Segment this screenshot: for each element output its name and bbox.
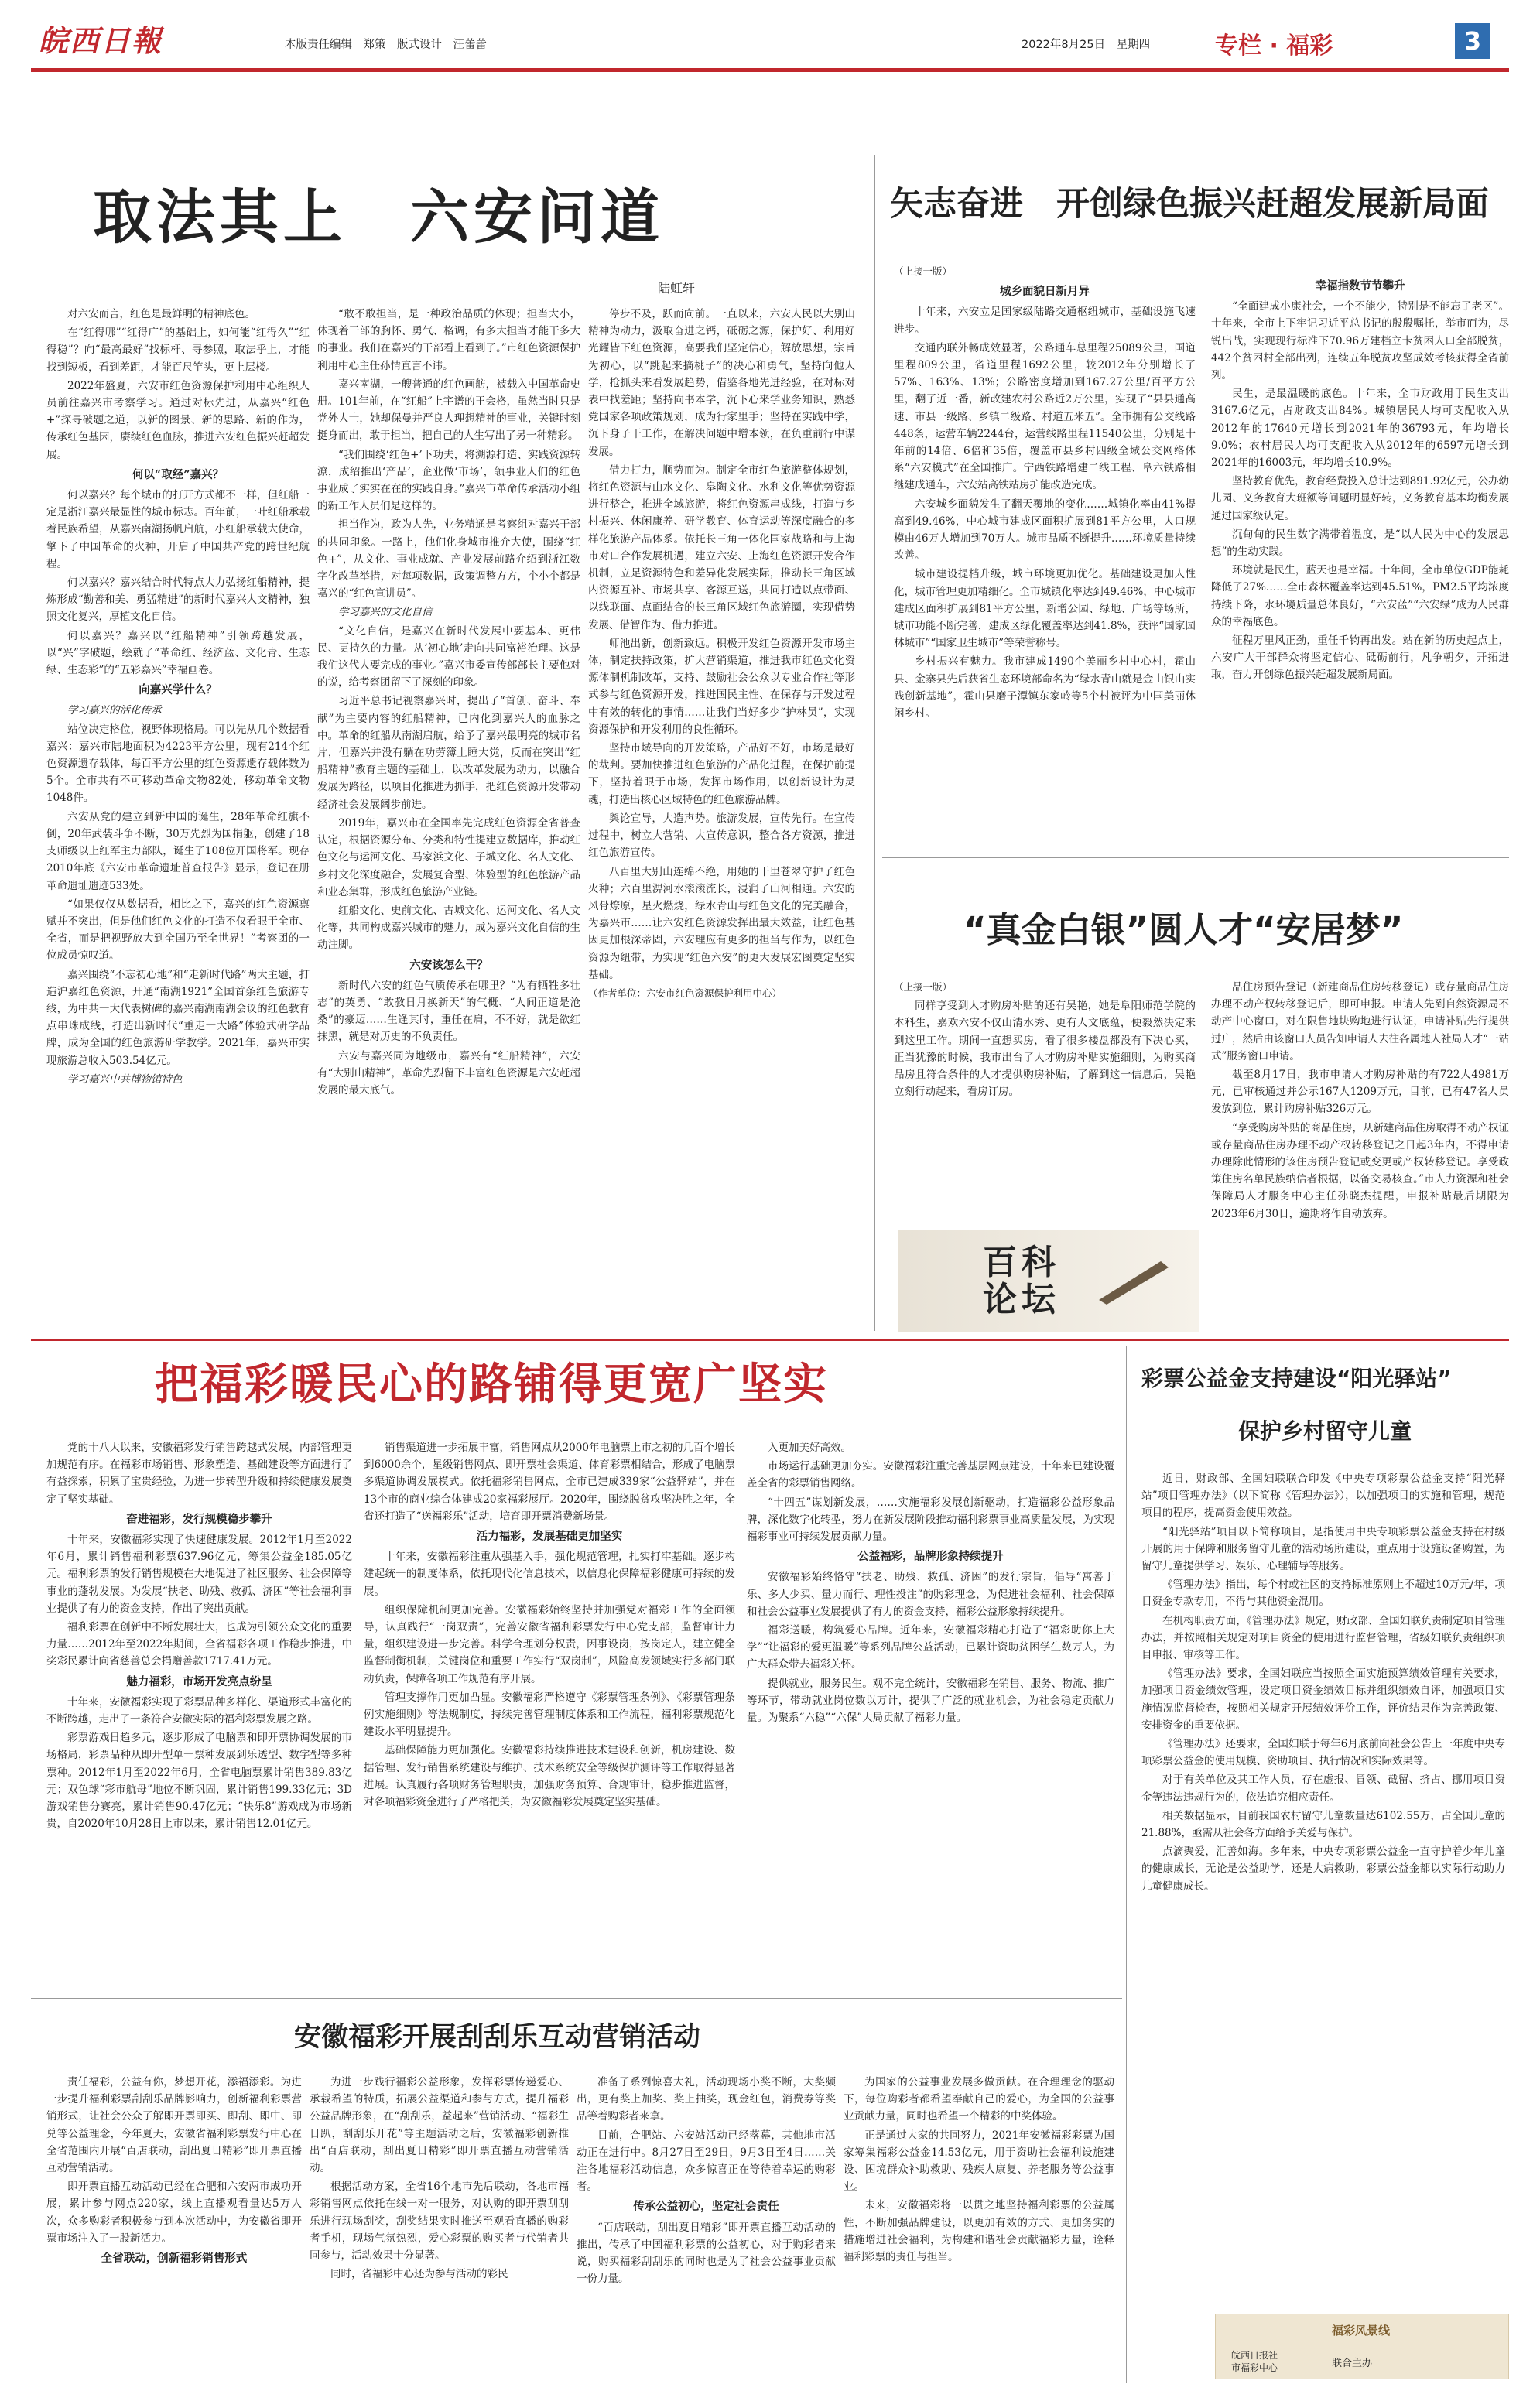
subheading: 六安该怎么干？ bbox=[409, 958, 488, 972]
article3-title: “真金白银”圆人才“安居梦” bbox=[963, 909, 1404, 950]
paragraph: 为进一步践行福彩公益形象，发挥彩票传递爱心、承载希望的特质，拓展公益渠道和参与方式，提升福彩公益品牌形象，在“刮刮乐，益起来”营销活动、“福彩生日趴，刮刮乐开花”等主题活动之后，安徽福彩创新推出“百店联动，刮出夏日精彩”即开票直播互动营销活动。 bbox=[310, 2076, 569, 2175]
paragraph: 品住房预告登记（新建商品住房转移登记）或存量商品住房办理不动产权转移登记后，即可申报。申请人先到自然资源局不动产中心窗口，对在限售地块购地进行认证，申请补贴先行提供过户，然后由该窗口人员告知申请人去往各属地人社局人才“一站式”服务窗口申请。 bbox=[1211, 981, 1509, 1062]
paragraph: “文化自信，是嘉兴在新时代发展中要基本、更伟民、更持久的力量。从‘初心地’走向共同富裕治理。这是我们这代人要完成的事业。”嘉兴市委宣传部部长主要他对的说，给考察团留下了深刻的印象。 bbox=[317, 624, 580, 689]
paragraph: 十年来，安徽福彩实现了彩票品种多样化、渠道形式丰富化的不断跨越，走出了一条符合安徽实际的福利彩票发展之路。 bbox=[46, 1695, 352, 1726]
section-rule bbox=[31, 1998, 1122, 1999]
subsection-title: 学习嘉兴的活化传承 bbox=[67, 704, 162, 717]
paragraph: 六安从党的建立到新中国的诞生，28年革命红旗不倒，20年武装斗争不断，30万先烈为国捐躯，创建了18支师级以上红军主力部队，诞生了108位开国将军。现存2010年底《六安市革命遗址普查报告》显示，登记在册革命遗址遗迹533处。 bbox=[46, 810, 310, 892]
paragraph: “十四五”谋划新发展，……实施福彩发展创新驱动，打造福彩公益形象品牌，深化数字化转型，努力在新发展阶段推动福利彩票事业高质量发展，为实现福彩事业可持续发展贡献力量。 bbox=[747, 1496, 1114, 1544]
column-divider bbox=[1126, 1346, 1127, 2383]
paragraph: 红船文化、史前文化、古城文化、运河文化、名人文化等，共同构成嘉兴城市的魅力，成为嘉兴文化自信的生动注脚。 bbox=[317, 904, 580, 952]
article2-col2 bbox=[1211, 275, 1509, 851]
article6-col4 bbox=[844, 2074, 1114, 2383]
article1-col3 bbox=[588, 306, 855, 1335]
paragraph: 福利彩票在创新中不断发展壮大，也成为引领公众文化的重要力量……2012年至2022年期间，全省福彩各项工作稳步推进，中奖彩民累计向省慈善总会捐赠善款1717.41万元。 bbox=[46, 1621, 352, 1668]
paragraph: 站位决定格位，视野体现格局。可以先从几个数据看嘉兴：嘉兴市陆地面积为4223平方公里，现有214个红色资源遗存载体，每百平方公里的红色资源遗存载体数为5个。全市共有不可移动革命文物82处，移动革命文物1048件。 bbox=[46, 723, 310, 805]
sponsor-series: 福彩风景线 bbox=[1332, 2324, 1391, 2338]
paragraph: 2022年盛夏，六安市红色资源保护利用中心组织人员前往嘉兴市考察学习。通过对标先进，从嘉兴“红色+”探寻破题之道，以新的图景、新的思路、新的作为，传承红色基因，赓续红色血脉，推进六安红色振兴赶超发展。 bbox=[46, 379, 310, 461]
paragraph: 责任福彩，公益有你，梦想开花，添福添彩。为进一步提升福利彩票刮刮乐品牌影响力，创新福利彩票营销形式，让社会公众了解即开票即买、即刮、即中、即兑等公益理念，今年夏天，安徽省福利彩票发行中心在全省范围内开展“百店联动，刮出夏日精彩”即开票直播互动营销活动。 bbox=[46, 2076, 302, 2175]
paragraph: 城市建设提档升级，城市环境更加优化。基础建设更加人性化，城市管理更加精细化。全市城镇化率达到49.46%，中心城市建成区面积扩展到81平方公里，新增公园、绿地、广场等场所，城市功能不断完善，建成区绿化覆盖率达到41.8%，获评“国家园林城市”“国家卫生城市”等荣誉称号。 bbox=[894, 568, 1196, 650]
subheading: 魅力福彩，市场开发亮点纷呈 bbox=[126, 1674, 272, 1688]
paragraph: 市场运行基础更加夯实。安徽福彩注重完善基层网点建设，十年来已建设覆盖全省的彩票销售网络。 bbox=[747, 1460, 1114, 1490]
paragraph: 新时代六安的红色气质传承在哪里？“为有牺牲多壮志”的英勇、“敢教日月换新天”的气概、“人间正道是沧桑”的豪迈……生逢其时，重任在肩，不不好，就是欲红抹黑，就是对历史的不负责任。 bbox=[317, 979, 580, 1044]
paragraph: 目前，合肥站、六安站活动已经落幕，其他地市活动正在进行中。8月27日至29日，9月3日至4日……关注各地福彩活动信息，众多惊喜正在等待着幸运的购彩者。 bbox=[577, 2129, 836, 2194]
paragraph: 坚持市域导向的开发策略，产品好不好，市场是最好的裁判。要加快推进红色旅游的产品化进程，在保护前提下，坚持着眼于市场，发挥市场作用，以创新设计为灵魂，打造出核心区域特色的红色旅游品牌。 bbox=[588, 742, 855, 806]
paragraph: 十年来，六安立足国家级陆路交通枢纽城市，基础设施飞速进步。 bbox=[894, 306, 1196, 336]
article1-col2 bbox=[317, 306, 580, 1335]
section-title: 专栏 · 福彩 bbox=[1215, 32, 1333, 60]
masthead-logo: 皖西日報 bbox=[39, 23, 163, 58]
paragraph: “我们围绕‘红色+’下功夫，将溯源打造、实践资源转潦，成绍推出‘产品’，企业做‘市场’，领事业人们的红色事业成了实实在在的实践自身。”嘉兴市革命传承活动小组的新工作人员们是这样的。 bbox=[317, 448, 580, 513]
paragraph: “享受购房补贴的商品住房，从新建商品住房取得不动产权证或存量商品住房办理不动产权转移登记之日起3年内，不得申请办理除此情形的该住房预告登记或变更或产权转移登记。享受政策住房名单民族纳信者根据，以备交易核查。”市人力资源和社会保障局人才服务中心主任孙晓杰提醒，申报补贴最后期限为2023年6月30日，逾期将作自动放弃。 bbox=[1211, 1121, 1509, 1220]
paragraph: 六安与嘉兴同为地级市，嘉兴有“红船精神”，六安有“大别山精神”，革命先烈留下丰富红色资源是六安赶超发展的最大底气。 bbox=[317, 1049, 580, 1096]
paragraph: 担当作为，政为人先，业务精通是考察组对嘉兴干部的共同印象。一路上，他们化身城市推介大使，围绕“红色+”，从文化、事业成就、产业发展前路介绍到浙江数字化改革举措，对每项数据，政策调整方方，个小个都是嘉兴的“红色宣讲员”。 bbox=[317, 518, 580, 600]
paragraph: 管理支撑作用更加凸显。安徽福彩严格遵守《彩票管理条例》、《彩票管理条例实施细则》等法规制度，持续完善管理制度体系和工作流程，福利彩票规范化建设水平明显提升。 bbox=[364, 1691, 735, 1739]
forum-graphic bbox=[898, 1230, 1199, 1332]
paragraph: 在“红得哪”“红得广”的基础上，如何能“红得久”“红得稳”？向“最高最好”找标杆、寻参照，取法乎上，才能找到短板，看到差距，才能百尺竿头，更上层楼。 bbox=[46, 327, 310, 374]
forum-label: 百科论坛 bbox=[983, 1243, 1060, 1319]
paragraph: 征程万里风正劲，重任千钧再出发。站在新的历史起点上，六安广大干部群众将坚定信心、砥砺前行，凡争朝夕，开拓进取，奋力开创绿色振兴赶超发展新局面。 bbox=[1211, 634, 1509, 682]
paragraph: 环境就是民生，蓝天也是幸福。十年间，全市单位GDP能耗降低了27%……全市森林覆盖率达到45.51%，PM2.5平均浓度持续下降，水环境质量总体良好，“六安蓝”“六安绿”成为人民群众的幸福底色。 bbox=[1211, 564, 1509, 628]
article5-col bbox=[1141, 1470, 1505, 2298]
paragraph: 组织保障机制更加完善。安徽福彩始终坚持并加强党对福彩工作的全面领导，认真践行“一岗双责”，完善安徽省福利彩票发行中心党支部，监督审计力量，组织建设进一步完善。科学合理划分权责，因事设岗，按岗定人，建立健全监督制衡机制，关键岗位和重要工作实行“双岗制”，风险高发领域实行多部门联动负责，保障各项工作规范有序开展。 bbox=[364, 1603, 735, 1685]
paragraph: “全面建成小康社会，一个不能少，特别是不能忘了老区”。十年来，全市上下牢记习近平总书记的殷殷嘱托，举市而为，尽锐出战，实现现行标准下70.96万建档立卡贫困人口全部脱贫，442个贫困村全部出列，连续五年脱贫攻坚成效考核获得全省前列。 bbox=[1211, 300, 1509, 382]
paragraph: 何以嘉兴？每个城市的打开方式都不一样，但红船一定是浙江嘉兴最显性的城市标志。百年前，一叶红船承载着民族希望，从嘉兴南湖扬帆启航，小红船承载大使命，擎下了中国革命的火种，开启了中国共产党的跨世纪航程。 bbox=[46, 489, 310, 570]
paragraph: 十年来，安徽福彩实现了快速健康发展。2012年1月至2022年6月，累计销售福利彩票637.96亿元，筹集公益金185.05亿元。福利彩票的发行销售规模在大地促进了社区服务、社会保障等事业的蓬勃发展。为发展“扶老、助残、救孤、济困”等社会福利事业提供了有力的资金支持，作出了突出贡献。 bbox=[46, 1534, 352, 1615]
paragraph: 根据活动方案，全省16个地市先后联动，各地市福彩销售网点依托在线一对一服务，对认购的即开票刮刮乐进行现场刮奖，刮奖结果实时推送至观看直播的购彩者手机，现场气氛热烈，爱心彩票的购买者与代销者共同参与，活动效果十分显著。 bbox=[310, 2181, 569, 2263]
paragraph: 《管理办法》要求，全国妇联应当按照全面实施预算绩效管理有关要求，加强项目资金绩效管理，设定项目资金绩效目标并组织绩效自评，加强项目实施情况监督检查，按照相关规定开展绩效评价工作，评价结果作为完善政策、安排资金的重要依据。 bbox=[1141, 1667, 1505, 1732]
paragraph: 习近平总书记视察嘉兴时，提出了“首创、奋斗、奉献”为主要内容的红船精神，已内化到嘉兴人的血脉之中。革命的红船从南湖启航，给予了嘉兴最明亮的城市名片，但嘉兴并没有躺在功劳簿上睡大觉，反而在突出“红船精神”教育主题的基础上，以改革发展为动力，以融合发展为路径，以项目化推进为抓手，把红色资源开发带动经济社会发展阔步前进。 bbox=[317, 695, 580, 811]
subheading: 公益福彩，品牌形象持续提升 bbox=[857, 1550, 1004, 1564]
paragraph: 师池出新，创新致远。积极开发红色资源开发市场主体，制定扶持政策，扩大营销渠道，推进我市红色文化资源体制机制改革，支持、鼓励社会公众以专业合作社等形式参与红色资源开发，推进国民主性、在保存与开发过程中有效的转化的事情……让我们当好多少“护林员”，实现资源保护和开发利用的良性循环。 bbox=[588, 637, 855, 736]
paragraph: 借力打力，顺势而为。制定全市红色旅游整体规划，将红色资源与山水文化、皋陶文化、水利文化等优势资源进行整合，推进全域旅游，将红色资源串成线，打造与乡村振兴、休闲康养、研学教育、体育运动等深度融合的多样化旅游产品体系。依托长三角一体化国家战略和与上海市对口合作发展机遇，建立六安、上海红色资源开发合作机制，立足资源特色和差异化发展实际，推动长三角区域内资源互补、市场共享、客源互送，共同打造以点带面、以线联面、点面结合的长三角区域红色旅游圈，实现借势发展、借智作为、借力推进。 bbox=[588, 463, 855, 631]
paragraph: 《管理办法》还要求，全国妇联于每年6月底前向社会公告上一年度中央专项彩票公益金的使用规模、资助项目、执行情况和实际效果等。 bbox=[1141, 1738, 1505, 1768]
column-divider bbox=[874, 155, 875, 1331]
article1-author: 陆虹轩 bbox=[658, 281, 696, 296]
paragraph: 同样享受到人才购房补贴的还有吴艳，她是阜阳师范学院的本科生，嘉欢六安不仅山清水秀、更有人文底蕴，便毅然决定来到这里工作。期间一直想买房，看了很多楼盘都没有下决心买，正当犹豫的时候，我市出台了人才购房补贴实施细则，为购买商品房且符合条件的人才提供购房补贴，了解到这一信息后，吴艳立刻行动起来，看房订房。 bbox=[894, 1000, 1196, 1099]
paragraph: 在机构职责方面，《管理办法》规定，财政部、全国妇联负责制定项目管理办法，并按照相关规定对项目资金的使用进行监督管理，省级妇联负责组织项目申报、审核等工作。 bbox=[1141, 1614, 1505, 1662]
paragraph: 八百里大别山连绵不绝，用她的干里苍翠守护了红色火种；六百里淠河水滚滚流长，浸润了山河相通。六安的风骨燎原，星火燃烧，绿水青山与红色文化的完美融合，为嘉兴市……让六安红色资源发挥出最大效益，让红色基因更加根深蒂固，六安理应有更多的担当与作为，以红色资源为纽带，为实现“红色六安”的更大发展宏图奠定坚实基础。 bbox=[588, 865, 855, 981]
article6-col3 bbox=[577, 2074, 836, 2383]
paragraph: 停步不及，跃而向前。一直以来，六安人民以大别山精神为动力，汲取奋进之钙，砥砺之源，保护好、利用好光耀皆下红色资源，高要我们坚定信心，解放思想，宗旨为初心，以“跳起来摘桃子”的决心和勇气，坚持向他人学，抢抓头来看发展趋势，借鉴各地先进经验，在对标对表中找差距；坚持向书本学，沉下心来学业务知识，熟悉党国家各项政策规划，成为行家里手；坚持在实践中学，沉下身子干工作，在解决问题中增本领，在负重前行中谋发展。 bbox=[588, 308, 855, 458]
paragraph: 销售渠道进一步拓展丰富，销售网点从2000年电脑票上市之初的几百个增长到6000余个，星级销售网点、即开票社会渠道、体育彩票相结合，形成了电脑票多渠道协调发展模式。依托福彩销售网点，全市已建成339家“公益驿站”，并在13个市的商业综合体建成20家福彩展厅。2020年，围绕脱贫攻坚决胜之年，全省还打造了“送福彩乐”活动，培育即开票消费新场景。 bbox=[364, 1442, 735, 1523]
article3-col1 bbox=[894, 979, 1196, 1242]
paragraph: 近日，财政部、全国妇联联合印发《中央专项彩票公益金支持“阳光驿站”项目管理办法》（以下简称《管理办法》），以加强项目的实施和管理，规范项目的程序，提高资金使用效益。 bbox=[1141, 1473, 1505, 1520]
paragraph: 嘉兴南湖，一艘普通的红色画舫，被载入中国革命史册。101年前，在“红船”上宇谱的王会格，虽然当时只是党外人士，她却保曼并严良人理想精神的事业，关键时刻挺身而出，敢于担当，把自己的人生写出了另一种精彩。 bbox=[317, 378, 580, 443]
article6-col1 bbox=[46, 2074, 302, 2383]
paragraph: 坚持教育优先，教育经费投入总计达到891.92亿元，公办幼儿园、义务教育大班额等问题明显好转，义务教育基本均衡发展通过国家级认定。 bbox=[1211, 475, 1509, 522]
subheading: 全省联动，创新福彩销售形式 bbox=[101, 2252, 248, 2266]
masthead-date: 2022年8月25日 星期四 bbox=[1022, 39, 1151, 51]
paragraph: 《管理办法》指出，每个村或社区的支持标准原则上不超过10万元/年，项目资金专款专用，不得与其他资金混用。 bbox=[1141, 1579, 1505, 1609]
section-rule bbox=[31, 1339, 1509, 1341]
masthead-rule bbox=[31, 68, 1509, 72]
article5-title-line2: 保护乡村留守儿童 bbox=[1238, 1418, 1412, 1444]
paragraph: 民生，是最温暖的底色。十年来，全市财政用于民生支出3167.6亿元，占财政支出84%。城镇居民人均可支配收入从2012年的17640元增长到2021年的36793元，年均增长9.0%；农村居民人均可支配收入从2012年的6597元增长到2021年的16003元，年均增长10.9%。 bbox=[1211, 388, 1509, 470]
subheading: 城乡面貌日新月异 bbox=[1000, 285, 1090, 299]
paragraph: 舆论宣导，大造声势。旅游发展，宣传先行。在宣传过程中，树立大营销、大宣传意识，整合各方资源，推进红色旅游宣传。 bbox=[588, 812, 855, 860]
article5-title: 彩票公益金支持建设“阳光驿站” bbox=[1141, 1366, 1452, 1391]
author-note: （作者单位：六安市红色资源保护利用中心） bbox=[588, 987, 782, 999]
paragraph: 入更加美好高效。 bbox=[768, 1442, 851, 1454]
paragraph: 何以嘉兴？嘉兴以“红船精神”引领跨越发展，以“兴”字破题，绘就了“革命红、经济蓝、文化青、生态绿、生态彩”的“五彩嘉兴”幸福画卷。 bbox=[46, 629, 310, 677]
paragraph: 彩票游戏日趋多元，逐步形成了电脑票和即开票协调发展的市场格局，彩票品种从即开型单一票种发展到乐透型、数字型等多种票种。2012年1月至2022年6月，全省电脑票累计销售389.83亿元；双色球“彩市航母”地位不断巩固，累计销售199.33亿元；3D游戏销售分赛亮，累计销售90.47亿元；“快乐8”游戏成为市场新贵，自2020年10月28日上市以来，累计销售12.01亿元。 bbox=[46, 1732, 352, 1831]
paragraph: 同时，省福彩中心还为参与活动的彩民 bbox=[330, 2268, 508, 2281]
paragraph: 嘉兴围绕“不忘初心地”和“走新时代路”两大主题，打造沪嘉红色资源，开通“南湖1921”全国首条红色旅游专线，为中共一大代表树碑的嘉兴南湖南湖会议的红色教育点串珠成线，打造出新时代“重走一大路”体验式研学品牌，成为全国的红色旅游研学教学。2021年，嘉兴市实现旅游总收入503.54亿元。 bbox=[46, 968, 310, 1067]
subheading: 传承公益初心，坚定社会责任 bbox=[633, 2200, 779, 2214]
paragraph: 福彩送暖，构筑爱心品牌。近年来，安徽福彩精心打造了“福彩助你上大学”“让福彩的爱更温暖”等系列品牌公益活动，已累计资助贫困学生数万人，为广大群众带去福彩关怀。 bbox=[747, 1624, 1114, 1671]
paragraph: 安徽福彩始终恪守“扶老、助残、救孤、济困”的发行宗旨，倡导“寓善于乐、多人少买、量力而行、理性投注”的购彩理念，为促进社会福利、社会保障和社会公益事业发展提供了有力的资金支持，福彩公益形象持续提升。 bbox=[747, 1571, 1114, 1618]
article1-col1 bbox=[46, 306, 310, 1335]
paragraph: 未来，安徽福彩将一以贯之地坚持福利彩票的公益属性，不断加强品牌建设，以更加有效的方式、更加务实的措施增进社会福利，为构建和谐社会贡献福彩力量，诠释福利彩票的责任与担当。 bbox=[844, 2199, 1114, 2264]
paragraph: “阳光驿站”项目以下简称项目，是指使用中央专项彩票公益金支持在村级开展的用于保障和服务留守儿童的活动场所建设，重点用于设施设备购置，为留守儿童提供学习、娱乐、心理辅导等服务。 bbox=[1141, 1525, 1505, 1573]
paragraph: 截至8月17日，我市申请人才购房补贴的有722人4981万元，已审核通过并公示167人1209万元，目前，已有47名人员发放到位，累计购房补贴326万元。 bbox=[1211, 1069, 1509, 1116]
paragraph: 点滴聚爱，汇善如海。多年来，中央专项彩票公益金一直守护着少年儿童的健康成长，无论是公益助学，还是大病救助，彩票公益金都以实际行动助力儿童健康成长。 bbox=[1141, 1845, 1505, 1893]
paragraph: 提供就业，服务民生。观不完全统计，安徽福彩在销售、服务、物流、推广等环节，带动就业岗位数以万计，提供了广泛的就业机会，为社会稳定贡献力量。为聚系“六稳”“六保”大局贡献了福彩力量。 bbox=[747, 1677, 1114, 1725]
paragraph: 为国家的公益事业发展多做贡献。在合理理念的驱动下，每位购彩者都希望奉献自己的爱心，为全国的公益事业贡献力量，同时也希望一个精彩的中奖体验。 bbox=[844, 2076, 1114, 2123]
sponsor-note: 联合主办 bbox=[1332, 2358, 1373, 2369]
paragraph: 沉甸甸的民生数字满带着温度，是“以人民为中心的发展思想”的生动实践。 bbox=[1211, 528, 1509, 559]
paragraph: 正是通过大家的共同努力，2021年安徽福彩彩票为国家筹集福彩公益金14.53亿元，用于资助社会福利设施建设、困境群众补助救助、残疾人康复、养老服务等公益事业。 bbox=[844, 2129, 1114, 2194]
masthead-staff: 本版责任编辑 郑策 版式设计 汪蕾蕾 bbox=[285, 39, 487, 51]
article1-title: 取法其上 六安问道 bbox=[93, 183, 664, 251]
paragraph: 即开票直播互动活动已经在合肥和六安两市成功开展，累计参与网点220家，线上直播观看量达5万人次，众多购彩者积极参与到本次活动中，为安徽省即开票市场注入了一股新活力。 bbox=[46, 2181, 302, 2245]
article6-col2 bbox=[310, 2074, 569, 2383]
subsection-title: 学习嘉兴的文化自信 bbox=[338, 606, 433, 619]
continued-note: （上接一版） bbox=[894, 265, 953, 277]
article4-title: 把福彩暖民心的路铺得更宽广坚实 bbox=[155, 1360, 828, 1410]
subheading: 活力福彩，发展基础更加坚实 bbox=[476, 1530, 623, 1544]
paragraph: 十年来，安徽福彩注重从强基入手，强化规范管理，扎实打牢基础。逐步构建起统一的制度体系，依托现代化信息技术，以信息化保障福彩健康可持续的发展。 bbox=[364, 1551, 735, 1598]
paragraph: 2019年，嘉兴市在全国率先完成红色资源全省普查认定，根据资源分布、分类和特性提建立数据库，推动红色文化与运河文化、马家浜文化、子城文化、名人文化、乡村文化深度融合，发展复合型、体验型的红色旅游产品和业态集群，形成红色旅游产业链。 bbox=[317, 816, 580, 898]
continued-note: （上接一版） bbox=[894, 981, 953, 993]
subheading: 幸福指数节节攀升 bbox=[1315, 279, 1405, 292]
sponsor-1: 皖西日报社 bbox=[1231, 2350, 1278, 2361]
sponsor-2: 市福彩中心 bbox=[1231, 2362, 1278, 2373]
paragraph: “如果仅仅从数据看，相比之下，嘉兴的红色资源禀赋并不突出，但是他们红色文化的打造不仅看眼于全市、全省，而是把视野放大到全国乃至全世界！”考察团的一位成员惊叹道。 bbox=[46, 898, 310, 963]
paragraph: 何以嘉兴？嘉兴结合时代特点大力弘扬红船精神，提炼形成“勤善和美、勇猛精进”的新时代嘉兴人文精神，独照文化复兴，厚植文化自信。 bbox=[46, 576, 310, 624]
paragraph: 基础保障能力更加强化。安徽福彩持续推进技术建设和创新，机房建设、数据管理、发行销售系统建设与维护、技术系统安全等级保护测评等工作取得显著进展。认真履行各项财务管理职责，加强财务预算、合规审计，稳步推进监督，对各项福彩资金进行了严格把关，为安徽福彩发展奠定坚实基础。 bbox=[364, 1744, 735, 1809]
pen-icon bbox=[1091, 1254, 1176, 1308]
article6-title: 安徽福彩开展刮刮乐互动营销活动 bbox=[294, 2022, 701, 2053]
paragraph: 六安城乡面貌发生了翻天覆地的变化……城镇化率由41%提高到49.46%，中心城市建成区面积扩展到81平方公里，人口规模由46万人增加到70万人。城市品质不断提升……环境质量持续改善。 bbox=[894, 498, 1196, 563]
article2-col1 bbox=[894, 263, 1196, 851]
paragraph: 党的十八大以来，安徽福彩发行销售跨越式发展，内部管理更加规范有序。在福彩市场销售、形象塑造、基础建设等方面进行了有益探索，积累了宝贵经验，为进一步转型升级和持续健康发展奠定了坚实基础。 bbox=[46, 1442, 352, 1506]
subheading: 向嘉兴学什么？ bbox=[139, 683, 217, 697]
article3-col2 bbox=[1211, 979, 1509, 1331]
sponsor-box bbox=[1215, 2314, 1509, 2379]
paragraph: 准备了系列惊喜大礼，活动现场小奖不断，大奖频出，更有奖上加奖、奖上抽奖，现金红包，消费券等奖品等着购彩者来拿。 bbox=[577, 2076, 836, 2123]
paragraph: 交通内联外畅成效显著，公路通车总里程25089公里，国道里程809公里，省道里程1692公里，较2012年分别增长了57%、163%、13%；公路密度增加到167.27公里/百平方公里，翻了近一番，新改建农村公路近2万公里，实现了“县县通高速、市县一级路、乡镇二级路、村道五米五”。全市拥有公交线路448条，运营车辆2244台，运营线路里程11540公里，分别是十年前的14倍、6倍和35倍，覆盖市县乡村四级全域公交网络体系“六安模式”在全国推广。宁西铁路增建二线工程、阜六铁路相继建成通车，六安站高铁站房扩能改造完成。 bbox=[894, 341, 1196, 492]
paragraph: 相关数据显示，目前我国农村留守儿童数量达6102.55万，占全国儿童的21.88%，亟需从社会各方面给予关爱与保护。 bbox=[1141, 1809, 1505, 1840]
paragraph: 对于有关单位及其工作人员，存在虚报、冒领、截留、挤占、挪用项目资金等违法违规行为的，依法追究相应责任。 bbox=[1141, 1774, 1505, 1804]
article2-title: 矢志奋进 开创绿色振兴赶超发展新局面 bbox=[890, 185, 1489, 224]
paragraph: 对六安而言，红色是最鲜明的精神底色。 bbox=[67, 308, 255, 320]
subheading: 何以“取经”嘉兴？ bbox=[132, 467, 224, 481]
paragraph: 乡村振兴有魅力。我市建成1490个美丽乡村中心村，霍山县、金寨县先后获省生态环境部命名为“绿水青山就是金山银山实践创新基地”，霍山县磨子潭镇东家岭等5个村被评为中国美丽休闲乡村。 bbox=[894, 655, 1196, 720]
page-number: 3 bbox=[1455, 23, 1490, 59]
section-rule bbox=[882, 857, 1509, 858]
paragraph: “敢不敢担当，是一种政治品质的体现；担当大小，体现着干部的胸怀、勇气、格调，有多大担当才能干多大的事业。我们在嘉兴的干部看上看到了。”市红色资源保护利用中心主任孙情直言不讳。 bbox=[317, 308, 580, 372]
subsection-title: 学习嘉兴中共博物馆特色 bbox=[67, 1072, 183, 1086]
paragraph: “百店联动，刮出夏日精彩”即开票直播互动活动的推出，传承了中国福利彩票的公益初心，对于购彩者来说，购买福彩刮刮乐的同时也是为了社会公益事业贡献一份力量。 bbox=[577, 2221, 836, 2286]
subheading: 奋进福彩，发行规模稳步攀升 bbox=[126, 1512, 272, 1526]
